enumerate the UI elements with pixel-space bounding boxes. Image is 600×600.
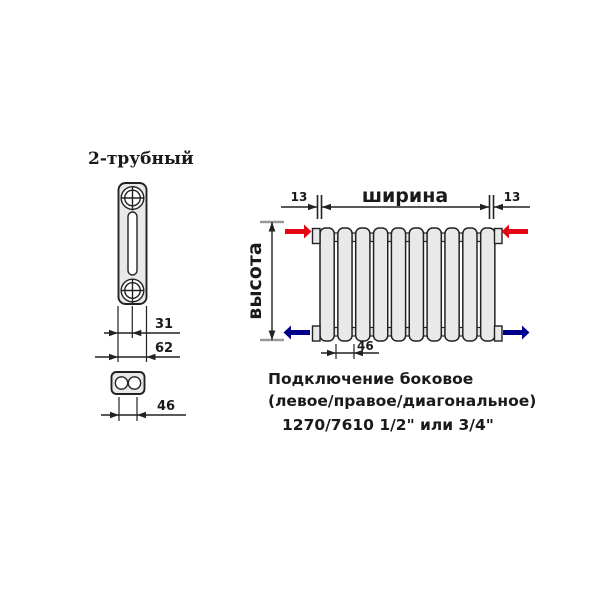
side-boss-bottom-left [313, 326, 321, 341]
water-channel-slot [128, 212, 137, 275]
arrowhead [308, 204, 317, 210]
tube-circle-front [115, 377, 127, 389]
arrowhead [269, 222, 276, 232]
caption-line-1: Подключение боковое [268, 370, 474, 388]
outlet-arrow-right-icon [503, 326, 530, 340]
inlet-arrow-left-icon [285, 225, 312, 239]
arrowhead [269, 331, 276, 341]
radiator-tube [481, 228, 495, 341]
inlet-arrow-right-icon [502, 225, 529, 239]
outlet-arrow-left-icon [284, 326, 311, 340]
radiator-tube [356, 228, 370, 341]
radiator-tube [338, 228, 352, 341]
radiator-tube [409, 228, 423, 341]
top-view [101, 372, 186, 421]
caption-line-2: (левое/правое/диагональное) [268, 392, 537, 410]
front-view [244, 185, 530, 359]
arrowhead [480, 204, 489, 210]
side-boss-top-left [313, 229, 321, 244]
arrowhead [109, 354, 118, 360]
caption [268, 370, 536, 434]
tube-circle-back [128, 377, 140, 389]
arrowhead [322, 204, 331, 210]
width-axis-label: ширина [361, 185, 449, 207]
dimension-46-pitch [321, 339, 379, 359]
dim-13-right-label: 13 [503, 190, 521, 204]
dim-13-left-label: 13 [290, 190, 308, 204]
arrowhead [137, 412, 146, 418]
dim-31-label: 31 [155, 317, 174, 332]
dim-46-label: 46 [157, 399, 176, 414]
radiator-sections [320, 228, 495, 341]
dimension-31 [104, 317, 180, 336]
height-dimension [244, 222, 284, 340]
side-view [88, 149, 194, 362]
radiator-tube [374, 228, 388, 341]
dim-46-pitch-label: 46 [357, 339, 374, 353]
arrowhead [110, 412, 119, 418]
caption-line-3: 1270/7610 1/2" или 3/4" [282, 416, 494, 434]
radiator-tube [427, 228, 441, 341]
radiator-tube [445, 228, 459, 341]
side-view-title: 2-трубный [88, 149, 194, 169]
arrowhead [494, 204, 503, 210]
arrowhead [132, 330, 141, 336]
radiator-tube [320, 228, 334, 341]
dimension-62 [95, 341, 180, 360]
dimension-46-top-view [101, 399, 186, 418]
arrowhead [109, 330, 118, 336]
arrowhead [327, 350, 336, 356]
height-axis-label: высота [244, 242, 266, 320]
radiator-tube [463, 228, 477, 341]
width-dimension [281, 185, 530, 219]
side-boss-top-right [495, 229, 503, 244]
dim-62-label: 62 [155, 341, 174, 356]
side-boss-bottom-right [495, 326, 503, 341]
radiator-tube [391, 228, 405, 341]
